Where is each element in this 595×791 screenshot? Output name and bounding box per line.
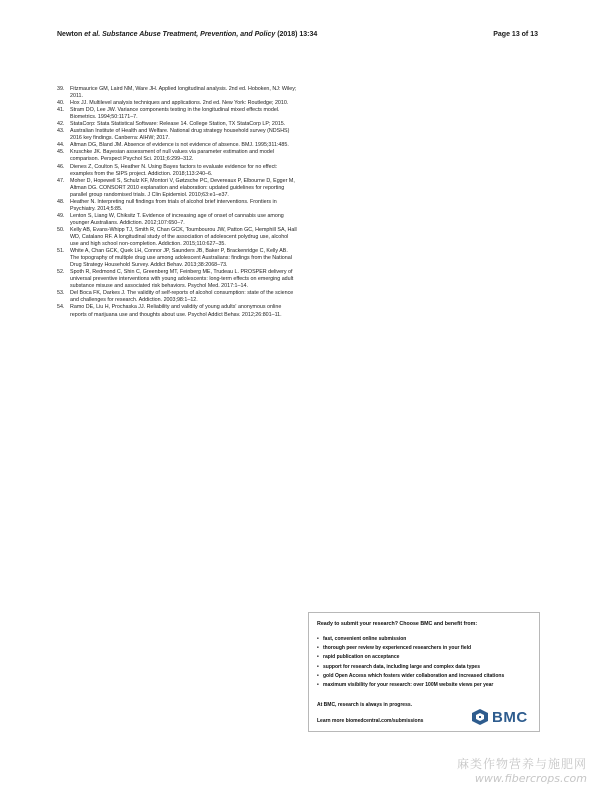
reference-number: 47. (57, 177, 65, 184)
citation-authors: Newton (57, 31, 85, 38)
reference-number: 45. (57, 149, 65, 156)
reference-item (57, 128, 297, 142)
bmc-benefit-text: thorough peer review by experienced researchers in your field (323, 645, 472, 652)
reference-text: Del Boca FK, Darkes J. The validity of self-reports of alcohol consumption: state of the science and challenges for research. Addiction. 2003;98:1–12. (70, 290, 294, 304)
bmc-benefit-item (317, 681, 504, 690)
reference-number: 41. (57, 107, 65, 114)
reference-number: 40. (57, 100, 65, 107)
bmc-logo (471, 708, 528, 726)
bmc-benefit-item (317, 635, 504, 644)
reference-text: Kruschke JK. Bayesian assessment of null values via parameter estimation and model comparison. Perspect Psychol Sci. 2011;6:299–312. (70, 149, 275, 163)
reference-item (57, 149, 297, 163)
bmc-benefit-text: fast, convenient online submission (323, 636, 407, 642)
reference-item (57, 290, 297, 304)
reference-item (57, 100, 297, 107)
reference-number: 44. (57, 142, 65, 149)
bmc-benefit-text: maximum visibility for your research: over 100M website views per year (323, 682, 494, 689)
reference-number: 46. (57, 163, 65, 170)
reference-number: 48. (57, 198, 65, 205)
bmc-benefit-item (317, 672, 504, 681)
page-header (57, 31, 538, 38)
reference-text: Stram DO, Lee JW. Variance components testing in the longitudinal mixed effects model. Biometrics. 1994;50:1171–7. (70, 107, 280, 121)
reference-text: Altman DG, Bland JM. Absence of evidence is not evidence of absence. BMJ. 1995;311:485. (70, 142, 289, 149)
reference-list (57, 86, 297, 319)
reference-number: 50. (57, 226, 65, 233)
reference-text: Ramo DE, Liu H, Prochaska JJ. Reliability and validity of young adults' anonymous online reports of marijuana use and thoughts about use. Psychol Addict Behav. 2012;26:801–11. (70, 304, 282, 318)
bmc-progress-text: At BMC, research is always in progress. (317, 702, 413, 708)
page-number: Page 13 of 13 (493, 31, 538, 38)
reference-item (57, 199, 297, 213)
reference-item (57, 213, 297, 227)
reference-text: Heather N. Interpreting null findings from trials of alcohol brief interventions. Frontiers in Psychiatry. 2014;5:85. (70, 198, 277, 212)
bullet-icon: • (317, 654, 319, 661)
reference-item (57, 304, 297, 318)
bullet-icon: • (317, 672, 319, 679)
reference-item (57, 269, 297, 290)
reference-number: 43. (57, 128, 65, 135)
reference-item (57, 178, 297, 199)
bmc-benefit-item (317, 644, 504, 653)
bmc-learn-more-link[interactable]: Learn more biomedcentral.com/submissions (317, 718, 424, 724)
reference-number: 51. (57, 248, 65, 255)
reference-item (57, 121, 297, 128)
reference-item (57, 227, 297, 248)
reference-item (57, 142, 297, 149)
reference-item (57, 248, 297, 269)
reference-text: Lenton S, Liang W, Chiksitz T. Evidence of increasing age of onset of cannabis use among younger Australians. Addiction. 2012;107:650–7. (70, 212, 284, 226)
watermark-url: www.fibercrops.com (474, 772, 587, 785)
reference-number: 54. (57, 304, 65, 311)
reference-number: 52. (57, 269, 65, 276)
reference-item (57, 86, 297, 100)
reference-number: 39. (57, 86, 65, 92)
bullet-icon: • (317, 663, 319, 670)
reference-text: Dienes Z, Coulton S, Heather N. Using Bayes factors to evaluate evidence for no effect: examples from the SIPS project. Addiction. 2018;113:240–6. (70, 163, 278, 177)
watermark-chinese: 麻类作物营养与施肥网 (456, 757, 587, 771)
bmc-logo-text: BMC (492, 708, 528, 726)
watermark (457, 755, 587, 785)
reference-number: 49. (57, 212, 65, 219)
bmc-benefit-item (317, 653, 504, 662)
reference-text: Hox JJ. Multilevel analysis techniques and applications. 2nd ed. New York: Routledge; 2010. (70, 100, 289, 107)
reference-text: Kelly AB, Evans-Whipp TJ, Smith R, Chan GCK, Toumbourou JW, Patton GC, Hemphill SA, Hall WD, Catalano RF. A longitudinal study of the association of adolescent polydrug use, alcohol use and high school non-completion. Addiction. 2015;110:627–35. (70, 226, 297, 248)
reference-text: White A, Chan GCK, Quek LH, Connor JP, Saunders JB, Baker P, Brackenridge C, Kelly AB. The topography of multiple drug use among adolescent Australians: findings from the National Drug Strategy Household Survey. Addict Behav. 2013;38:2068–73. (70, 248, 292, 269)
bullet-icon: • (317, 636, 319, 642)
reference-item (57, 164, 297, 178)
bmc-benefit-item (317, 663, 504, 672)
bmc-benefit-text: support for research data, including large and complex data types (323, 663, 480, 670)
reference-item (57, 107, 297, 121)
bmc-advert-title: Ready to submit your research? Choose BMC and benefit from: (317, 621, 478, 627)
bmc-benefits-list (317, 635, 504, 690)
bmc-advert-box (308, 612, 540, 732)
reference-text: Moher D, Hopewell S, Schulz KF, Montori V, Gøtzsche PC, Devereaux P, Elbourne D, Egger M, Altman DG. CONSORT 2010 explanation and elaboration: updated guidelines for reporting parallel group randomised trials. J Clin Epidemiol. 2010;63:e1–e37. (70, 177, 295, 198)
reference-text: Australian Institute of Health and Welfare. National drug strategy household survey (NDSHS) 2016 key findings. Canberra: AIHW; 2017. (70, 128, 290, 142)
reference-number: 53. (57, 290, 65, 297)
bmc-benefit-text: gold Open Access which fosters wider collaboration and increased citations (323, 672, 505, 679)
running-citation (57, 31, 317, 38)
bullet-icon: • (317, 682, 319, 689)
reference-text: StataCorp: Stata Statistical Software: Release 14. College Station, TX StataCorp LP; 2015. (70, 121, 286, 128)
citation-date: (2018) 13:34 (275, 31, 318, 38)
bmc-logo-icon (471, 708, 489, 726)
bmc-benefit-text: rapid publication on acceptance (323, 654, 400, 661)
citation-etal: et al. (84, 31, 101, 38)
reference-text: Fitzmaurice GM, Laird NM, Ware JH. Applied longitudinal analysis. 2nd ed. Hoboken, NJ: Wiley; 2011. (70, 86, 297, 100)
reference-number: 42. (57, 121, 65, 128)
reference-text: Spoth R, Redmond C, Shin C, Greenberg MT, Feinberg ME, Trudeau L. PROSPER delivery of universal preventive interventions with young adolescents: long-term effects on emerging adult substance misuse and associated risk behaviors. Psychol Med. 2017:1–14. (70, 269, 294, 290)
citation-journal: Substance Abuse Treatment, Prevention, and Policy (100, 31, 276, 38)
bullet-icon: • (317, 645, 319, 652)
